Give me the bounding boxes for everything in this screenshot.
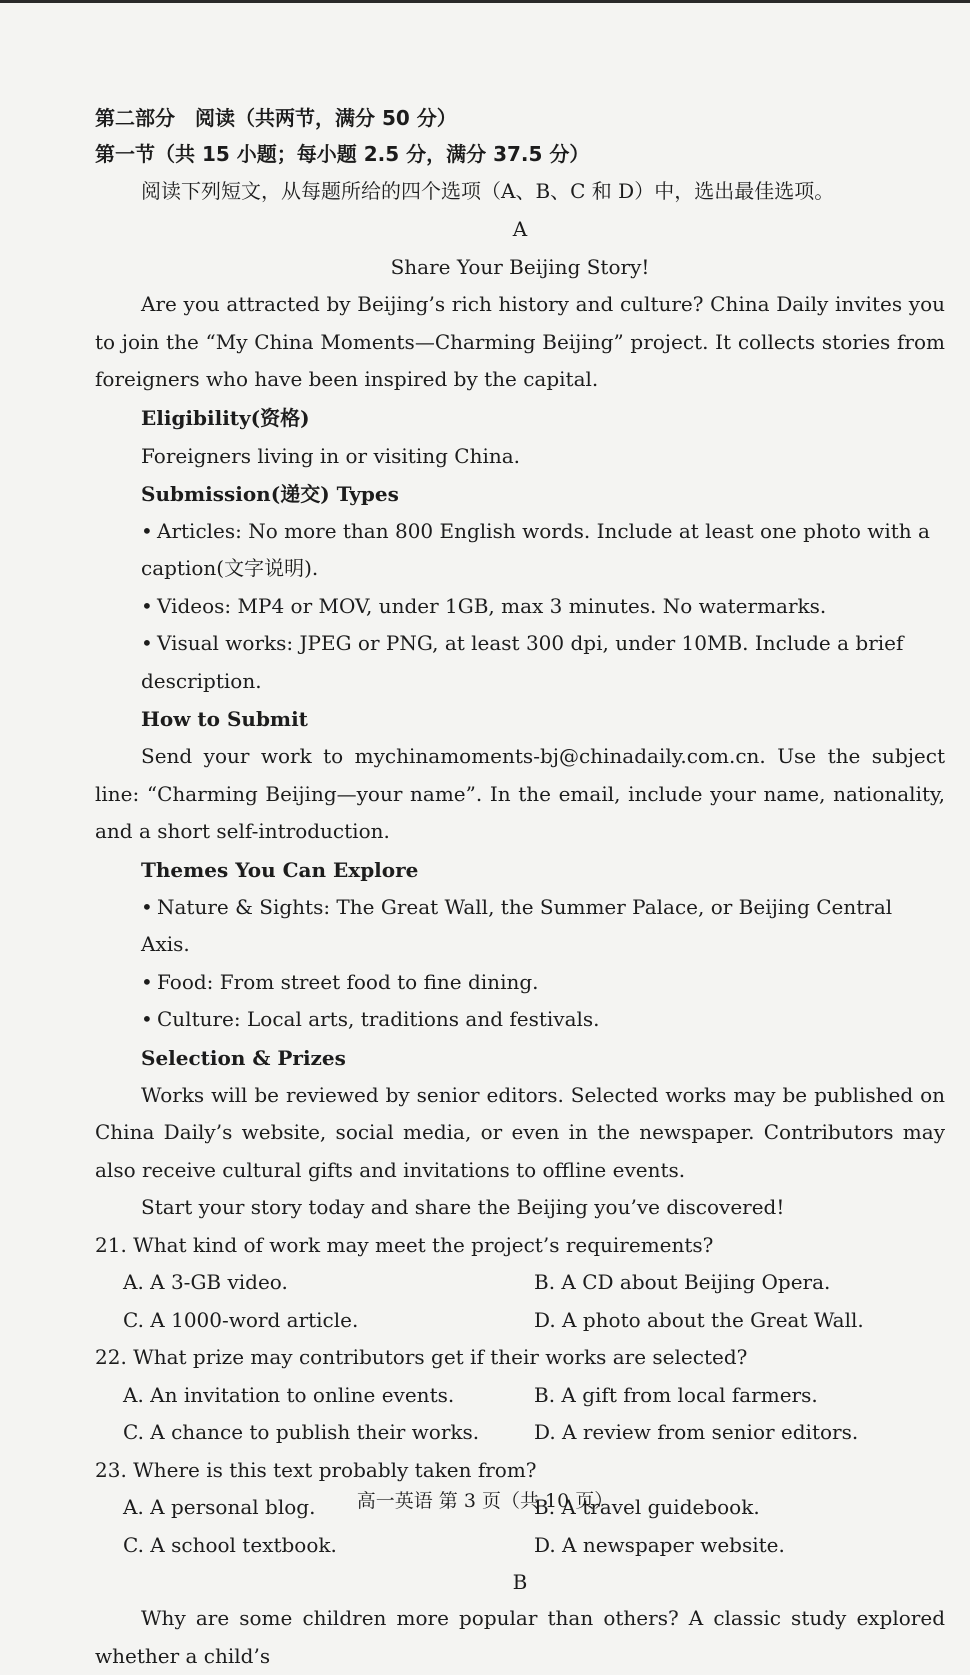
bullet-icon: • — [141, 969, 153, 994]
option-d: D. A photo about the Great Wall. — [534, 1307, 864, 1332]
bullet-icon: • — [141, 593, 153, 618]
question-stem: 22. What prize may contributors get if their works are selected? — [95, 1345, 748, 1369]
page-footer: 高一英语 第 3 页（共 10 页） — [356, 1490, 614, 1512]
option-c: C. A chance to publish their works. — [123, 1420, 480, 1444]
selection-heading: Selection & Prizes — [141, 1045, 346, 1070]
how-to-submit-text: Send your work to mychinamoments-bj@chinadaily.com.cn. Use the subject line: “Charming Beijing—your name”. In the email, include your name, nationality, and a short self-introduction. — [95, 744, 945, 843]
eligibility-text: Foreigners living in or visiting China. — [141, 443, 521, 468]
closing-line: Start your story today and share the Beijing you’ve discovered! — [141, 1195, 785, 1219]
scan-top-edge — [0, 0, 970, 3]
option-b: B. A gift from local farmers. — [534, 1382, 818, 1407]
passage-a-title: Share Your Beijing Story! — [390, 255, 650, 279]
passage-b-intro: Why are some children more popular than others? A classic study explored whether a child’s — [95, 1606, 945, 1668]
submission-heading: Submission(递交) Types — [141, 481, 399, 506]
option-a: A. A 3-GB video. — [123, 1270, 288, 1294]
option-b: B. A travel guidebook. — [534, 1495, 760, 1519]
question-stem: 23. Where is this text probably taken from? — [95, 1457, 537, 1482]
passage-a-intro: Are you attracted by Beijing’s rich history and culture? China Daily invites you to join the “My China Moments—Charming Beijing” project. It collects stories from foreigners who have been inspired by the capital. — [95, 292, 945, 391]
exam-page — [95, 100, 945, 1675]
question-21 — [95, 1227, 945, 1340]
theme-item: • Culture: Local arts, traditions and festivals. — [95, 1001, 945, 1039]
passage-b-letter: B — [512, 1570, 528, 1594]
selection-text: Works will be reviewed by senior editors. Selected works may be published on China Daily’s website, social media, or even in the newspaper. Contributors may also receive cultural gifts and invitations to offline events. — [95, 1082, 945, 1182]
bullet-icon: • — [141, 631, 153, 655]
eligibility-heading: Eligibility(资格) — [141, 405, 310, 430]
submission-item: • Videos: MP4 or MOV, under 1GB, max 3 minutes. No watermarks. — [95, 588, 945, 626]
theme-item: • Food: From street food to fine dining. — [95, 964, 945, 1002]
part-heading: 第二部分 阅读（共两节，满分 50 分） — [95, 106, 457, 130]
section-heading: 第一节（共 15 小题；每小题 2.5 分，满分 37.5 分） — [95, 142, 590, 166]
theme-item: • Nature & Sights: The Great Wall, the Summer Palace, or Beijing Central Axis. — [95, 889, 945, 964]
option-d: D. A newspaper website. — [534, 1532, 785, 1557]
option-a: A. An invitation to online events. — [123, 1382, 455, 1407]
option-d: D. A review from senior editors. — [534, 1420, 859, 1444]
bullet-icon: • — [141, 1007, 153, 1031]
option-b: B. A CD about Beijing Opera. — [534, 1270, 831, 1294]
submission-item: • Visual works: JPEG or PNG, at least 300 dpi, under 10MB. Include a brief description. — [95, 625, 945, 700]
how-to-submit-heading: How to Submit — [141, 707, 308, 731]
instruction: 阅读下列短文，从每题所给的四个选项（A、B、C 和 D）中，选出最佳选项。 — [141, 179, 835, 203]
option-c: C. A 1000-word article. — [123, 1307, 359, 1332]
themes-heading: Themes You Can Explore — [141, 857, 419, 882]
question-22 — [95, 1339, 945, 1452]
submission-item: • Articles: No more than 800 English words. Include at least one photo with a caption(文字说明). — [95, 513, 945, 588]
passage-a-letter: A — [512, 217, 528, 241]
option-a: A. A personal blog. — [123, 1495, 316, 1519]
question-stem: 21. What kind of work may meet the project’s requirements? — [95, 1232, 714, 1257]
bullet-icon: • — [141, 894, 153, 919]
option-c: C. A school textbook. — [123, 1532, 337, 1557]
bullet-icon: • — [141, 518, 153, 543]
